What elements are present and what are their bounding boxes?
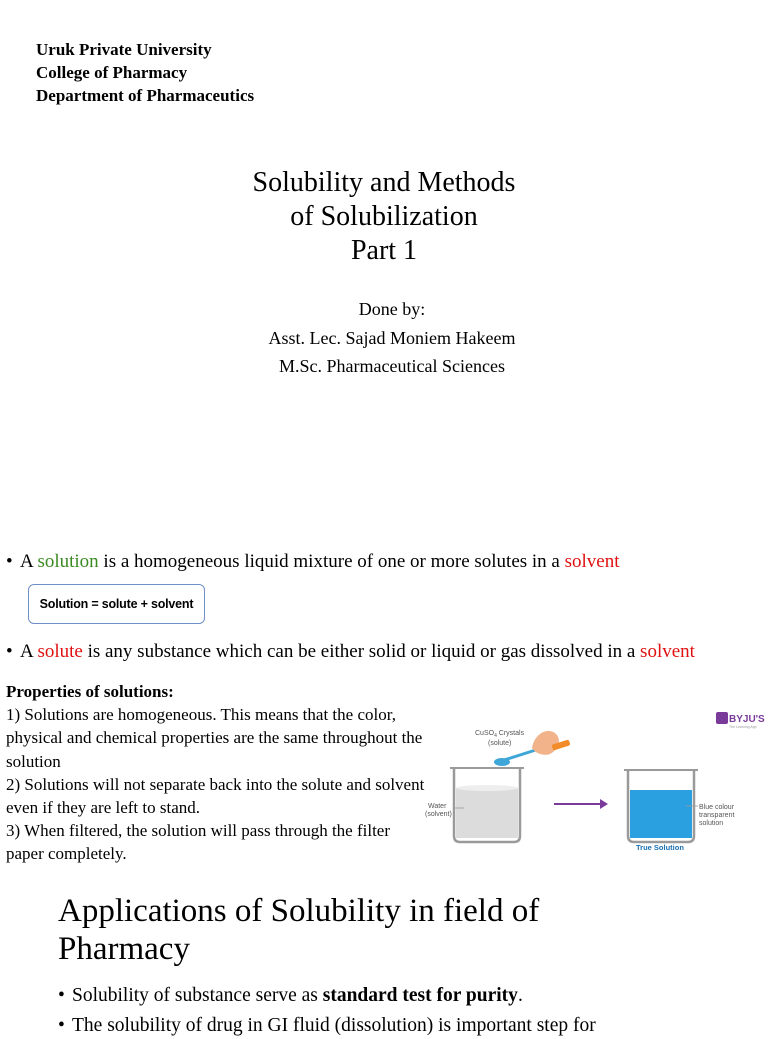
application-item-2 [58, 1013, 596, 1039]
page-title [0, 166, 768, 268]
crystals-label: CuSO$_4$ Crystals [475, 730, 525, 739]
application-text: Solubility of substance serve as [72, 985, 323, 1006]
institution-header [36, 38, 254, 107]
college-name: College of Pharmacy [36, 63, 188, 82]
application-bold-text: standard test for purity [322, 985, 518, 1006]
brand-subtitle: The Learning App [729, 725, 757, 729]
title-line-1: Solubility and Methods [252, 167, 516, 198]
properties-heading: Properties of solutions: [6, 682, 174, 701]
text-middle: is a homogeneous liquid mixture of one or more solutes in a [98, 551, 565, 572]
term-solvent: solvent [640, 641, 695, 662]
department-name: Department of Pharmaceutics [36, 86, 255, 105]
byjus-logo [716, 712, 765, 729]
application-tail: . [517, 985, 523, 1006]
author-name: Asst. Lec. Sajad Moniem Hakeem [268, 327, 516, 348]
properties-section [6, 680, 426, 866]
solution-definition [6, 550, 620, 574]
water-beaker-icon [450, 768, 524, 842]
applications-title-line-2: Pharmacy [58, 931, 190, 967]
done-by-label: Done by: [358, 299, 426, 319]
term-solvent: solvent [564, 551, 620, 572]
text-middle: is any substance which can be either solid or liquid or gas dissolved in a [82, 641, 641, 662]
property-item-1: 1) Solutions are homogeneous. This means that the color, physical and chemical properties are the same throughout the solution [6, 705, 423, 771]
application-item-1 [58, 983, 523, 1009]
bullet-dot: • [58, 985, 65, 1006]
term-solution: solution [37, 551, 99, 572]
author-block [0, 295, 768, 381]
blue-label-2: transparent [699, 812, 735, 819]
water-label: Water [428, 803, 447, 810]
blue-label: Blue colour [699, 804, 735, 811]
text-prefix: A [20, 551, 38, 572]
bullet-dot: • [6, 551, 13, 572]
solute-definition [6, 640, 695, 664]
author-degree: M.Sc. Pharmaceutical Sciences [279, 356, 505, 376]
formula-box: Solution = solute + solvent [28, 584, 205, 624]
application-text: The solubility of drug in GI fluid (dissolution) is important step for [72, 1015, 596, 1036]
text-prefix: A [20, 641, 38, 662]
crystals-label-sub: (solute) [488, 740, 512, 747]
term-solute: solute [37, 641, 83, 662]
true-solution-figure [420, 700, 768, 870]
bullet-dot: • [58, 1015, 65, 1036]
brand-name: BYJU'S [729, 714, 765, 725]
applications-title-line-1: Applications of Solubility in field of [58, 893, 540, 929]
property-item-3: 3) When filtered, the solution will pass through the filter paper completely. [6, 821, 390, 864]
true-solution-label: True Solution [636, 843, 684, 852]
blue-label-3: solution [699, 820, 724, 827]
university-name: Uruk Private University [36, 40, 212, 59]
title-line-2: of Solubilization [290, 201, 478, 232]
arrow-icon [554, 799, 608, 809]
bullet-dot: • [6, 641, 13, 662]
applications-title [58, 892, 539, 968]
title-line-3: Part 1 [350, 235, 418, 266]
property-item-2: 2) Solutions will not separate back into the solute and solvent even if they are left to stand. [6, 774, 425, 818]
water-label-sub: (solvent) [425, 811, 452, 818]
